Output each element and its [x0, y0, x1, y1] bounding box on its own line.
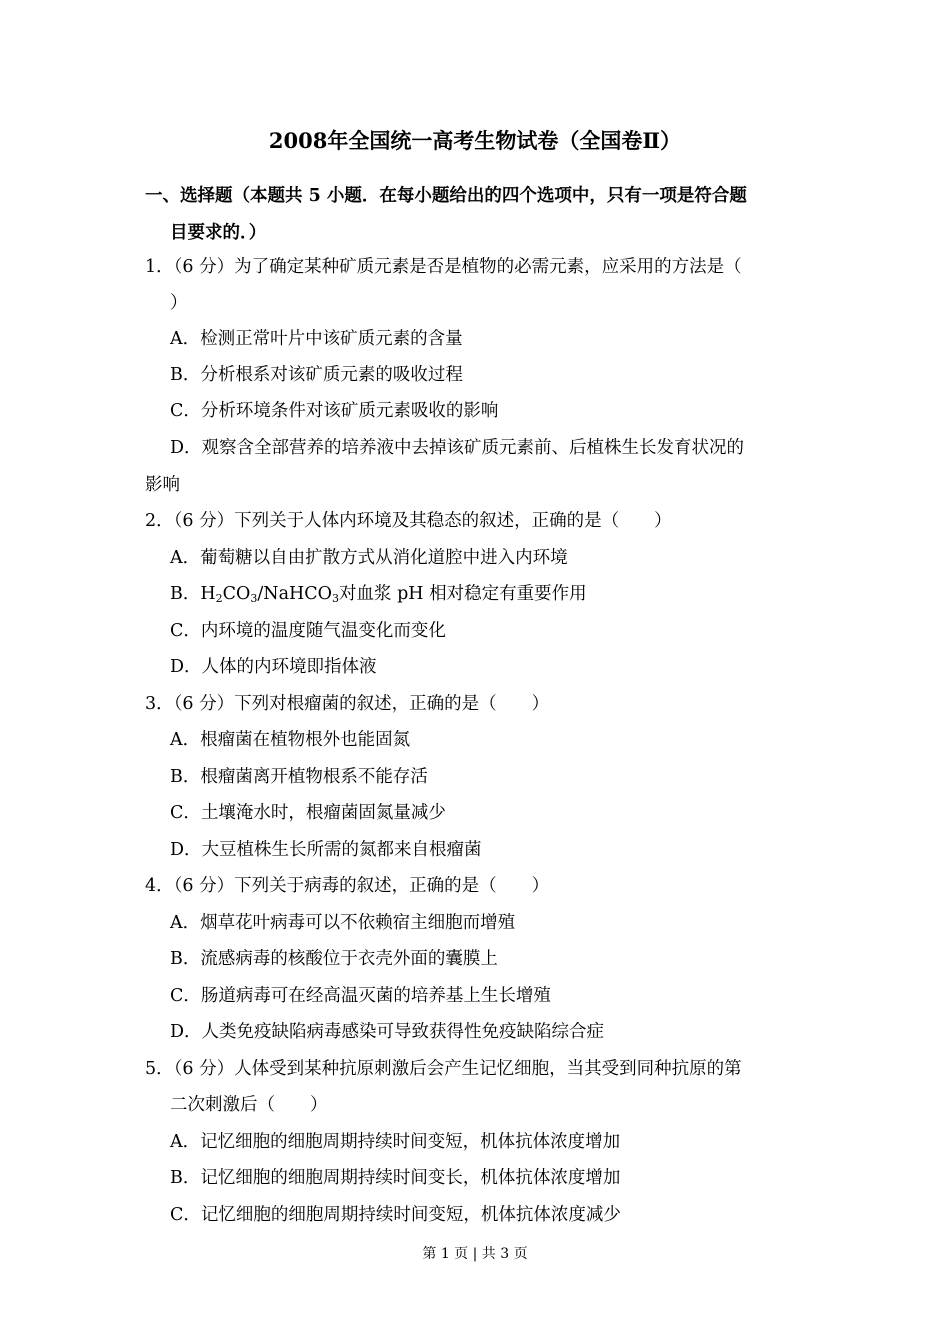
question-1-stem: 1．（6 分）为了确定某种矿质元素是否是植物的必需元素，应采用的方法是（ [145, 257, 742, 277]
question-2-option-c: C．内环境的温度随气温变化而变化 [170, 621, 446, 641]
question-2-option-a: A．葡萄糖以自由扩散方式从消化道腔中进入内环境 [170, 548, 568, 568]
question-3-option-b: B．根瘤菌离开植物根系不能存活 [170, 767, 428, 787]
question-2-option-d: D．人体的内环境即指体液 [170, 657, 377, 677]
section-heading-line1: 一、选择题（本题共 5 小题．在每小题给出的四个选项中，只有一项是符合题 [145, 186, 747, 206]
question-5-option-c: C．记忆细胞的细胞周期持续时间变短，机体抗体浓度减少 [170, 1205, 621, 1225]
question-2-stem: 2．（6 分）下列关于人体内环境及其稳态的叙述，正确的是（ ） [145, 511, 672, 531]
question-1-option-b: B．分析根系对该矿质元素的吸收过程 [170, 365, 463, 385]
page-footer: 第 1 页 | 共 3 页 [422, 1246, 528, 1262]
section-heading [145, 178, 815, 252]
question-5-stem-cont: 二次刺激后（ ） [170, 1095, 328, 1115]
question-1-stem-cont: ） [170, 293, 188, 313]
question-3-stem: 3．（6 分）下列对根瘤菌的叙述，正确的是（ ） [145, 694, 550, 714]
question-5-option-b: B．记忆细胞的细胞周期持续时间变长，机体抗体浓度增加 [170, 1168, 621, 1188]
question-1-option-d-cont: 影响 [145, 475, 180, 495]
question-3-option-a: A．根瘤菌在植物根外也能固氮 [170, 730, 411, 750]
question-3-option-d: D．大豆植株生长所需的氮都来自根瘤菌 [170, 840, 482, 860]
question-1-option-a: A．检测正常叶片中该矿质元素的含量 [170, 329, 463, 349]
page-title: 2008年全国统一高考生物试卷（全国卷Ⅱ） [268, 128, 682, 153]
question-4-option-b: B．流感病毒的核酸位于衣壳外面的囊膜上 [170, 949, 498, 969]
question-1-option-d: D．观察含全部营养的培养液中去掉该矿质元素前、后植株生长发育状况的 [170, 438, 745, 458]
question-4-stem: 4．（6 分）下列关于病毒的叙述，正确的是（ ） [145, 876, 550, 896]
question-1-option-c: C．分析环境条件对该矿质元素吸收的影响 [170, 401, 499, 421]
question-5-stem: 5．（6 分）人体受到某种抗原刺激后会产生记忆细胞，当其受到同种抗原的第 [145, 1059, 742, 1079]
question-4-option-d: D．人类免疫缺陷病毒感染可导致获得性免疫缺陷综合症 [170, 1022, 605, 1042]
question-4-option-a: A．烟草花叶病毒可以不依赖宿主细胞而增殖 [170, 913, 516, 933]
question-2-option-b: B．$H_2CO_3/NaHCO_3$对血浆 pH 相对稳定有重要作用 [170, 584, 587, 605]
section-heading-line2: 目要求的．） [170, 223, 267, 243]
question-3-option-c: C．土壤淹水时，根瘤菌固氮量减少 [170, 803, 446, 823]
question-5-option-a: A．记忆细胞的细胞周期持续时间变短，机体抗体浓度增加 [170, 1132, 621, 1152]
question-4-option-c: C．肠道病毒可在经高温灭菌的培养基上生长增殖 [170, 986, 551, 1006]
